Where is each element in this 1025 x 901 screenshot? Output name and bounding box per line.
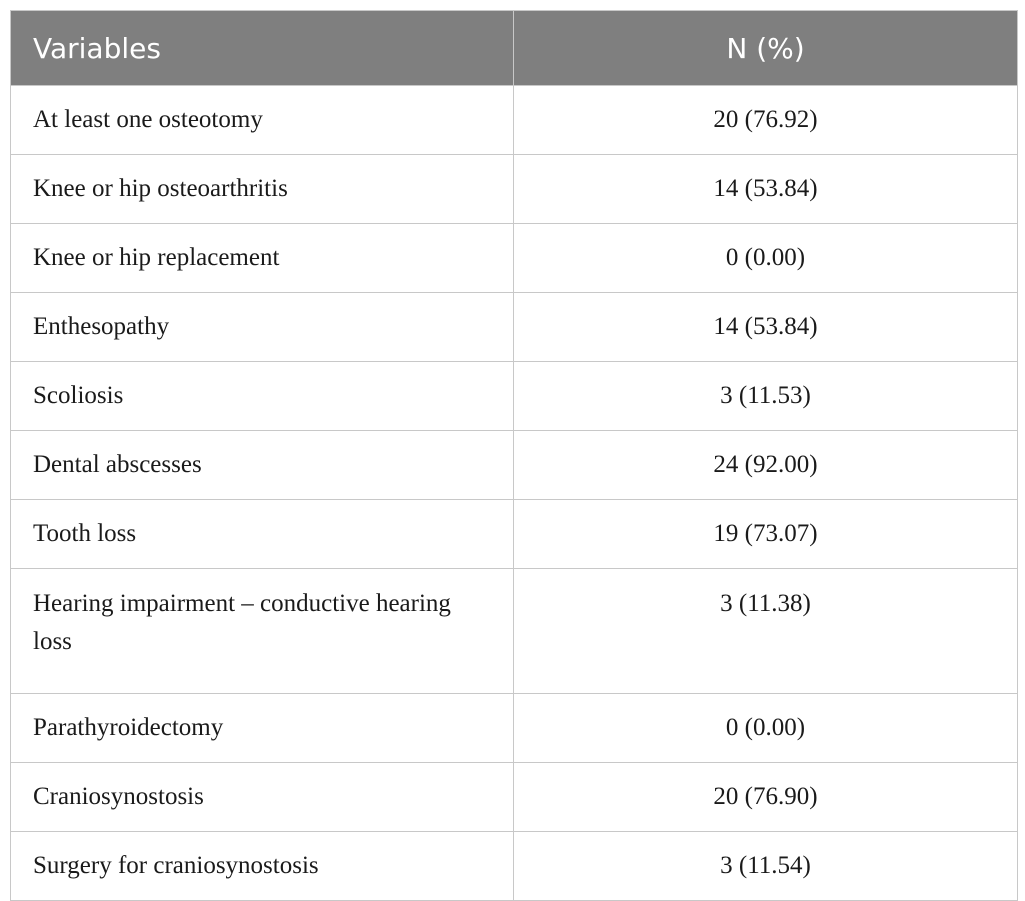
variable-cell: At least one osteotomy [11,86,514,155]
header-variables: Variables [11,11,514,86]
table-row [11,569,1018,694]
value-cell: 14 (53.84) [514,155,1018,224]
data-table [10,10,1018,901]
variable-cell: Craniosynostosis [11,763,514,832]
table-row [11,155,1018,224]
variable-cell: Enthesopathy [11,293,514,362]
table-row [11,500,1018,569]
variable-cell: Scoliosis [11,362,514,431]
variable-cell: Knee or hip replacement [11,224,514,293]
header-n-percent: N (%) [514,11,1018,86]
table-row [11,293,1018,362]
table-row [11,763,1018,832]
value-cell: 0 (0.00) [514,224,1018,293]
header-row [11,11,1018,86]
value-cell: 3 (11.54) [514,832,1018,901]
value-cell: 24 (92.00) [514,431,1018,500]
table-row [11,694,1018,763]
variable-cell: Parathyroidectomy [11,694,514,763]
value-cell: 14 (53.84) [514,293,1018,362]
variable-cell: Surgery for craniosynostosis [11,832,514,901]
variable-cell: Knee or hip osteoarthritis [11,155,514,224]
table-row [11,431,1018,500]
value-cell: 20 (76.92) [514,86,1018,155]
value-cell: 3 (11.53) [514,362,1018,431]
value-cell: 20 (76.90) [514,763,1018,832]
value-cell: 19 (73.07) [514,500,1018,569]
data-table-container [10,10,1017,901]
table-row [11,86,1018,155]
table-header [11,11,1018,86]
table-row [11,362,1018,431]
table-row [11,224,1018,293]
table-body [11,86,1018,901]
variable-cell: Tooth loss [11,500,514,569]
table-row [11,832,1018,901]
value-cell: 0 (0.00) [514,694,1018,763]
value-cell: 3 (11.38) [514,569,1018,694]
variable-cell: Dental abscesses [11,431,514,500]
variable-cell: Hearing impairment – conductive hearing loss [11,569,514,694]
